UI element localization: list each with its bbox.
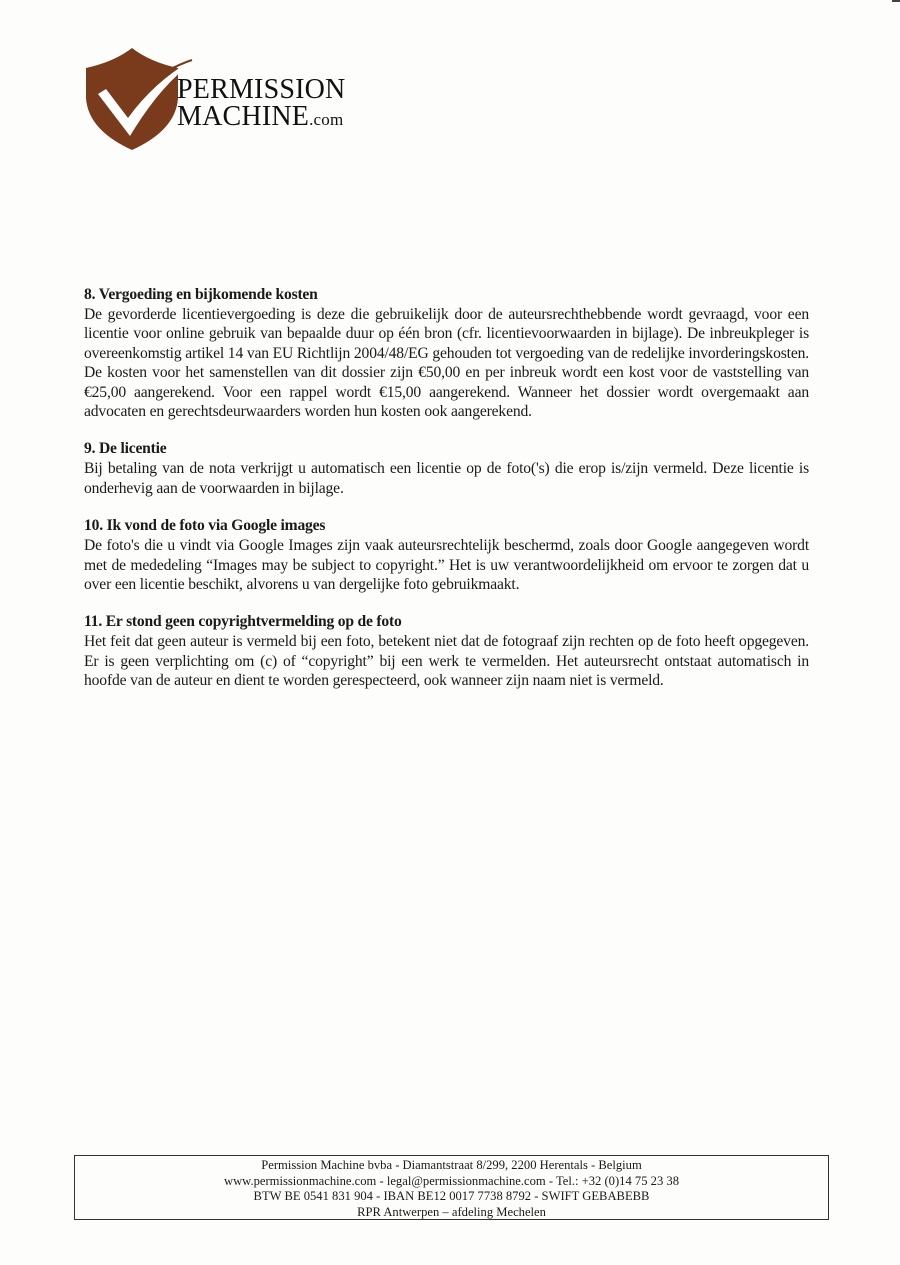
footer-registration: RPR Antwerpen – afdeling Mechelen — [357, 1204, 546, 1219]
brand-suffix: .com — [309, 110, 344, 129]
section-no-copyright-notice — [84, 612, 809, 690]
section-text: Het feit dat geen auteur is vermeld bij een foto, betekent niet dat de fotograaf zijn rechten op de foto heeft opgegeven. Er is geen verplichting om (c) of “copyright” bij een werk te vermelden. Het auteursrecht ontstaat automatisch in hoofde van de auteur en dient te worden gerespecteerd, ook wanneer zijn naam niet is vermeld. — [84, 633, 809, 690]
company-footer — [74, 1155, 829, 1220]
footer-bank-details: BTW BE 0541 831 904 - IBAN BE12 0017 7738 8792 - SWIFT GEBABEBB — [253, 1189, 650, 1203]
company-logo — [84, 46, 374, 152]
section-heading: 9. De licentie — [84, 440, 167, 458]
brand-line-1: PERMISSION — [177, 74, 346, 105]
footer-contact: www.permissionmachine.com - legal@permissionmachine.com - Tel.: +32 (0)14 75 23 38 — [223, 1173, 679, 1188]
section-heading: 8. Vergoeding en bijkomende kosten — [84, 286, 318, 303]
brand-wordmark — [177, 76, 345, 133]
section-license — [84, 439, 809, 498]
section-text: De foto's die u vindt via Google Images zijn vaak auteursrechtelijk beschermd, zoals door Google aangegeven wordt met de mededeling “Images may be subject to copyright.” Het is uw verantwoordelijkheid om ervoor te zorgen dat u over een licentie beschikt, alvorens u van dergelijke foto gebruikmaakt. — [84, 537, 809, 594]
section-heading: 11. Er stond geen copyrightvermelding op de foto — [84, 613, 402, 631]
section-fees — [84, 285, 809, 421]
section-text: Bij betaling van de nota verkrijgt u automatisch een licentie op de foto('s) die erop is/zijn vermeld. Deze licentie is onderhevig aan de voorwaarden in bijlage. — [84, 460, 809, 497]
footer-address: Permission Machine bvba - Diamantstraat 8/299, 2200 Herentals - Belgium — [261, 1158, 642, 1172]
section-text: De gevorderde licentievergoeding is deze die gebruikelijk door de auteursrechthebbende wordt gevraagd, voor een licentie voor online gebruik van bepaalde duur op één bron (cfr. licentievoorwaarden in bijlage). De inbreukpleger is overeenkomstig artikel 14 van EU Richtlijn 2004/48/EG gehouden tot vergoeding van de redelijke invorderingskosten. De kosten voor het samenstellen van dit dossier zijn €50,00 en per inbreuk wordt een kost voor de vaststelling van €25,00 aangerekend. Voor een rappel wordt €15,00 aangerekend. Wanneer het dossier wordt overgemaakt aan advocaten en gerechtsdeurwaarders worden hun kosten ook aangerekend. — [84, 306, 809, 421]
section-heading: 10. Ik vond de foto via Google images — [84, 517, 326, 535]
document-body — [84, 285, 809, 709]
section-google-images — [84, 516, 809, 594]
scan-mark — [892, 0, 900, 2]
brand-line-2: MACHINE.com — [177, 101, 344, 132]
